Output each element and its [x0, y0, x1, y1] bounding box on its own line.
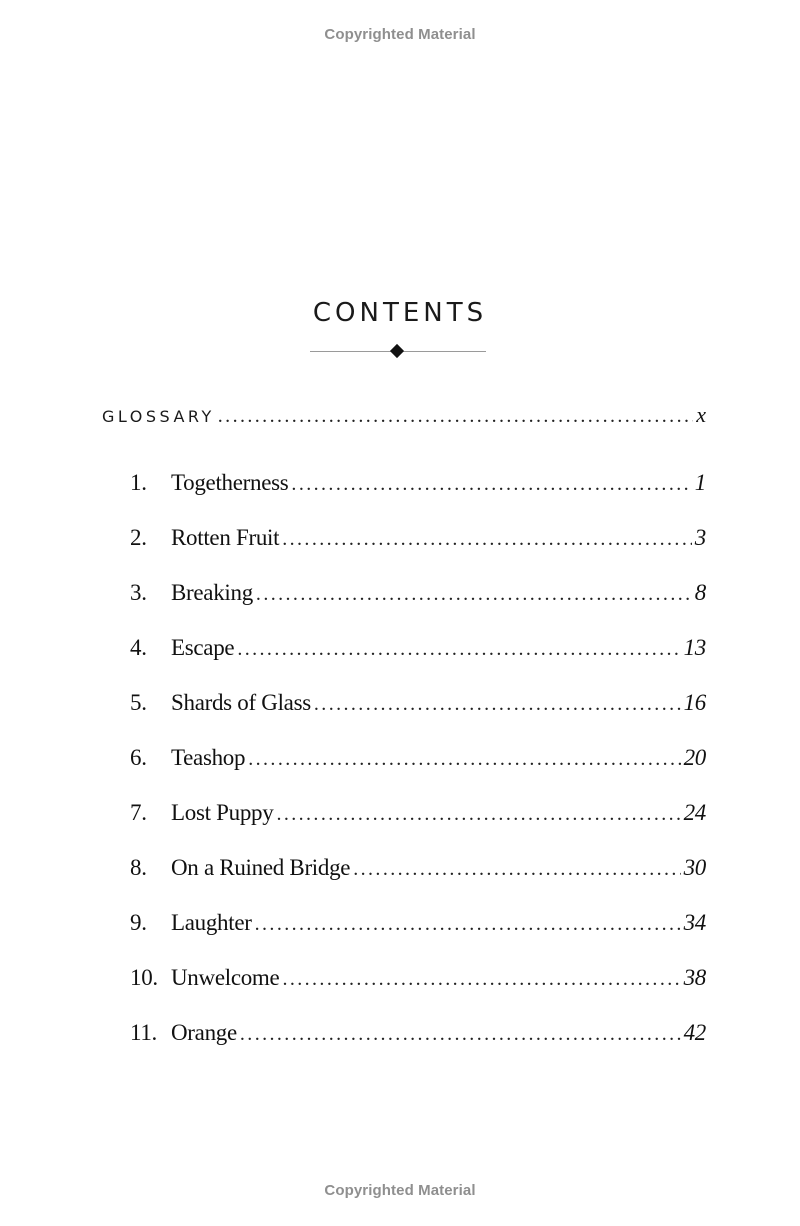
chapter-number: 1.	[130, 470, 147, 495]
chapter-page-number: 16	[683, 690, 706, 715]
copyright-watermark-bottom: Copyrighted Material	[324, 1182, 476, 1199]
chapter-title: Rotten Fruit	[171, 525, 280, 550]
chapter-page-number: 20	[683, 745, 706, 770]
page-title: CONTENTS	[312, 298, 488, 328]
leader-dots	[276, 803, 680, 826]
chapter-page-number: 34	[683, 910, 706, 935]
toc-entry[interactable]	[130, 965, 706, 1020]
leader-dots	[314, 693, 681, 716]
chapter-page-number: 30	[683, 855, 706, 880]
leader-dots	[282, 968, 680, 991]
leader-dots	[353, 858, 680, 881]
toc-entry[interactable]	[130, 855, 706, 910]
leader-dots	[240, 1023, 681, 1046]
chapter-page-number: 8	[694, 580, 706, 605]
leader-dots	[255, 913, 681, 936]
chapter-number: 7.	[130, 800, 147, 825]
chapter-page-number: 1	[694, 470, 706, 495]
chapter-page-number: 13	[683, 635, 706, 660]
leader-dots	[291, 473, 691, 496]
chapter-title: Laughter	[171, 910, 252, 935]
chapter-title: Teashop	[171, 745, 246, 770]
chapter-number: 4.	[130, 635, 147, 660]
leader-dots	[237, 638, 680, 661]
toc-entry-glossary[interactable]	[102, 402, 706, 428]
chapter-title: Unwelcome	[171, 965, 280, 990]
chapter-number: 8.	[130, 855, 147, 880]
chapter-list	[130, 470, 706, 1075]
leader-dots	[218, 405, 693, 428]
glossary-label: GLOSSARY	[102, 407, 215, 426]
toc-entry[interactable]	[130, 745, 706, 800]
toc-entry[interactable]	[130, 470, 706, 525]
toc-entry[interactable]	[130, 525, 706, 580]
chapter-number: 5.	[130, 690, 147, 715]
glossary-page-number: x	[696, 402, 706, 427]
chapter-number: 11.	[130, 1020, 157, 1045]
diamond-icon	[390, 344, 404, 358]
diamond-divider-icon	[310, 343, 486, 361]
chapter-number: 9.	[130, 910, 147, 935]
chapter-title: Breaking	[171, 580, 253, 605]
chapter-page-number: 42	[683, 1020, 706, 1045]
copyright-watermark-top: Copyrighted Material	[324, 26, 476, 43]
chapter-title: Orange	[171, 1020, 237, 1045]
chapter-number: 10.	[130, 965, 158, 990]
chapter-page-number: 24	[683, 800, 706, 825]
toc-entry[interactable]	[130, 635, 706, 690]
chapter-page-number: 38	[683, 965, 706, 990]
chapter-number: 3.	[130, 580, 147, 605]
chapter-title: Escape	[171, 635, 235, 660]
chapter-page-number: 3	[694, 525, 706, 550]
chapter-title: On a Ruined Bridge	[171, 855, 351, 880]
chapter-number: 2.	[130, 525, 147, 550]
toc-entry[interactable]	[130, 910, 706, 965]
toc-entry[interactable]	[130, 1020, 706, 1075]
chapter-title: Togetherness	[171, 470, 289, 495]
chapter-title: Shards of Glass	[171, 690, 311, 715]
leader-dots	[256, 583, 692, 606]
leader-dots	[248, 748, 680, 771]
chapter-number: 6.	[130, 745, 147, 770]
toc-entry[interactable]	[130, 580, 706, 635]
toc-entry[interactable]	[130, 690, 706, 745]
leader-dots	[282, 528, 692, 551]
chapter-title: Lost Puppy	[171, 800, 274, 825]
toc-entry[interactable]	[130, 800, 706, 855]
